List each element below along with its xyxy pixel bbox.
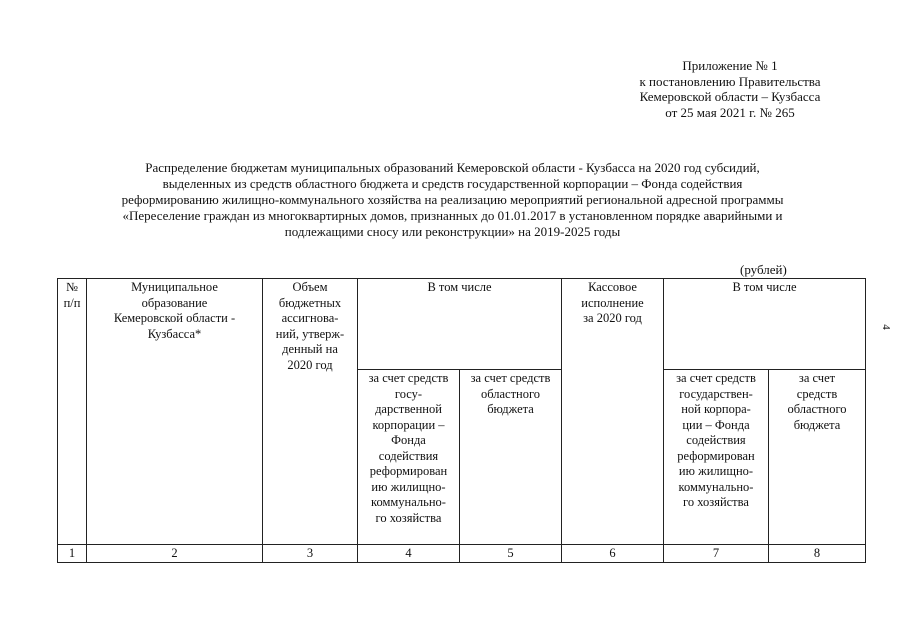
appendix-line: Приложение № 1 [682, 58, 778, 73]
header-line: Фонда [391, 433, 426, 447]
header-line: бюджетных [278, 295, 342, 310]
header-line: областного [480, 386, 541, 401]
header-row-top [58, 279, 866, 370]
header-line: № [66, 280, 78, 294]
title-line: Распределение бюджетам муниципальных образований Кемеровской области - Кузбасса на 2020 год субсидий, [145, 160, 760, 175]
header-municipality [87, 279, 263, 545]
header-fund-allocation [358, 370, 460, 545]
header-line: Объем [292, 280, 328, 294]
document-title [40, 160, 865, 240]
header-line: коммунально- [678, 479, 754, 494]
header-line: дарственной [375, 402, 442, 416]
title-line: «Переселение граждан из многоквартирных домов, признанных до 01.01.2017 в установленном порядке аварийными и [122, 208, 783, 223]
header-regional-execution [769, 370, 866, 545]
title-line: реформированию жилищно-коммунального хозяйства на реализацию мероприятий региональной адресной программы [121, 192, 784, 207]
page-number: 4 [879, 324, 892, 330]
header-line: бюджета [793, 417, 841, 432]
appendix-line: Кемеровской области – Кузбасса [639, 89, 821, 104]
header-cash-execution [562, 279, 664, 545]
header-line: п/п [63, 295, 81, 310]
header-line: государствен- [679, 386, 753, 401]
header-line: госу- [394, 386, 423, 401]
header-line: образование [141, 295, 208, 310]
column-number-row [58, 545, 866, 563]
header-line: ции – Фонда [682, 417, 750, 432]
header-line: средств [796, 386, 838, 401]
header-line: 2020 год [287, 357, 333, 372]
header-fund-execution [664, 370, 769, 545]
header-line: Кузбасса* [147, 326, 202, 341]
header-line: реформирован [369, 464, 448, 478]
column-number: 6 [562, 545, 664, 563]
header-line: денный на [282, 342, 338, 356]
header-line: за счет средств [470, 371, 551, 385]
header-line: Муниципальное [131, 280, 218, 294]
header-line: за счет [798, 371, 836, 385]
header-line: ассигнова- [281, 311, 339, 325]
column-number: 3 [263, 545, 358, 563]
appendix-block [560, 58, 900, 120]
column-number: 7 [664, 545, 769, 563]
header-line: ию жилищно- [678, 464, 754, 478]
header-line: ию жилищно- [371, 479, 446, 494]
header-number [58, 279, 87, 545]
units-label: (рублей) [740, 262, 787, 277]
column-number: 4 [358, 545, 460, 563]
header-including-group-1: В том числе [358, 279, 562, 370]
header-line: го хозяйства [375, 510, 442, 525]
header-line: реформирован [677, 448, 755, 463]
header-line: го хозяйства [683, 495, 749, 509]
header-line: содействия [686, 433, 746, 447]
title-line: подлежащими сносу или реконструкции» на 2019-2025 годы [284, 224, 621, 239]
header-line: областного [787, 402, 847, 416]
subsidy-table [57, 278, 866, 563]
header-including-group-2: В том числе [664, 279, 866, 370]
column-number: 1 [58, 545, 87, 563]
header-line: ной корпора- [681, 402, 751, 416]
header-allocation [263, 279, 358, 545]
appendix-line: к постановлению Правительства [639, 73, 821, 89]
header-line: содействия [378, 448, 439, 463]
header-line: за 2020 год [583, 311, 642, 325]
header-line: за счет средств [368, 371, 449, 385]
column-number: 2 [87, 545, 263, 563]
header-line: ний, утверж- [275, 326, 345, 341]
title-line: выделенных из средств областного бюджета и средств государственной корпорации – Фонда содействия [162, 176, 743, 191]
column-number: 5 [460, 545, 562, 563]
header-line: коммунально- [371, 495, 446, 509]
header-line: корпорации – [372, 417, 445, 432]
appendix-line: от 25 мая 2021 г. № 265 [665, 104, 795, 120]
header-line: Кассовое [588, 280, 637, 294]
header-line: Кемеровской области - [113, 311, 236, 325]
header-line: исполнение [581, 295, 644, 310]
header-line: бюджета [487, 402, 534, 416]
header-regional-allocation [460, 370, 562, 545]
header-line: за счет средств [676, 371, 756, 385]
column-number: 8 [769, 545, 866, 563]
